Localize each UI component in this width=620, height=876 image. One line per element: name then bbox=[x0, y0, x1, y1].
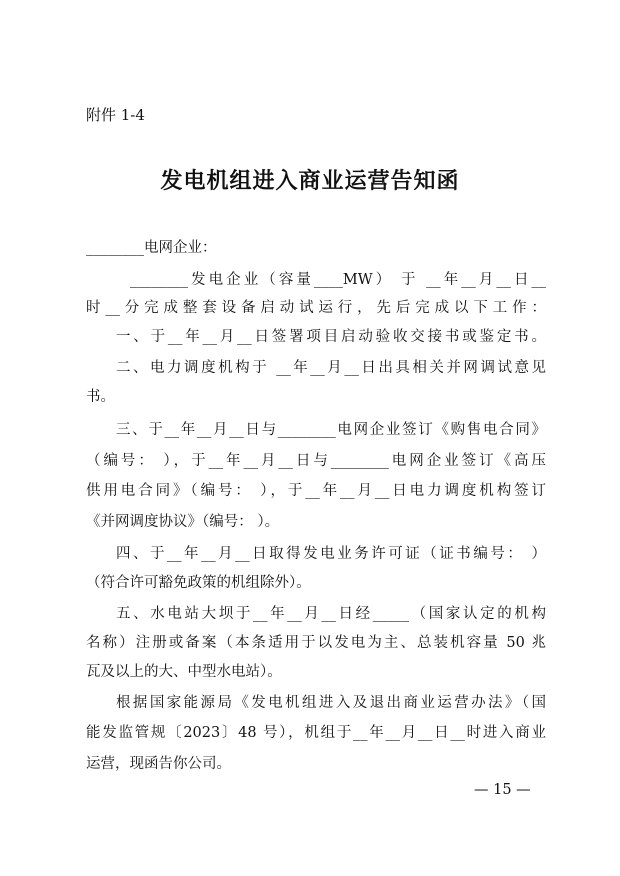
attachment-label: 附件 1-4 bbox=[86, 106, 145, 124]
closing-line-end: 运营，现函告你公司。 bbox=[86, 756, 231, 772]
item-3-line: （编号： ），于__年__月__日与________电网企业签订《高压 bbox=[86, 453, 546, 469]
item-3-line: 供用电合同》（编号： ），于__年__月__日电力调度机构签订 bbox=[86, 483, 546, 499]
item-5-line: 名称）注册或备案（本条适用于以发电为主、总装机容量 50 兆 bbox=[86, 635, 546, 651]
body-line: 时__分完成整套设备启动试运行，先后完成以下工作： bbox=[86, 300, 546, 316]
page-number: — 15 — bbox=[474, 782, 531, 798]
item-5-line-end: 瓦及以上的大、中型水电站）。 bbox=[86, 664, 282, 680]
addressee-line: ________电网企业： bbox=[86, 240, 217, 256]
body-line: ________发电企业（容量____MW） 于 __年__月__日__ bbox=[130, 272, 546, 288]
document-title: 发电机组进入商业运营告知函 bbox=[160, 169, 460, 194]
item-4-line-end: （符合许可豁免政策的机组除外）。 bbox=[86, 575, 311, 591]
closing-line: 根据国家能源局《发电机组进入及退出商业运营办法》（国 bbox=[116, 695, 546, 711]
closing-line: 能发监管规〔2023〕48 号），机组于__年__月__日__时进入商业 bbox=[86, 725, 546, 741]
item-2-line-end: 书。 bbox=[86, 389, 115, 405]
item-5-line: 五、水电站大坝于__年__月__日经_____（国家认定的机构 bbox=[116, 606, 546, 622]
item-2-line: 二、电力调度机构于 __年__月__日出具相关并网调试意见 bbox=[116, 360, 546, 376]
item-3-line: 三、于__年__月__日与________电网企业签订《购售电合同》 bbox=[116, 422, 546, 438]
item-1-line: 一、于__年__月__日签署项目启动验收交接书或鉴定书。 bbox=[116, 329, 546, 345]
item-4-line: 四、于__年__月__日取得发电业务许可证（证书编号： ） bbox=[116, 546, 546, 562]
item-3-line-end: 《并网调度协议》（编号： ）。 bbox=[86, 514, 280, 530]
